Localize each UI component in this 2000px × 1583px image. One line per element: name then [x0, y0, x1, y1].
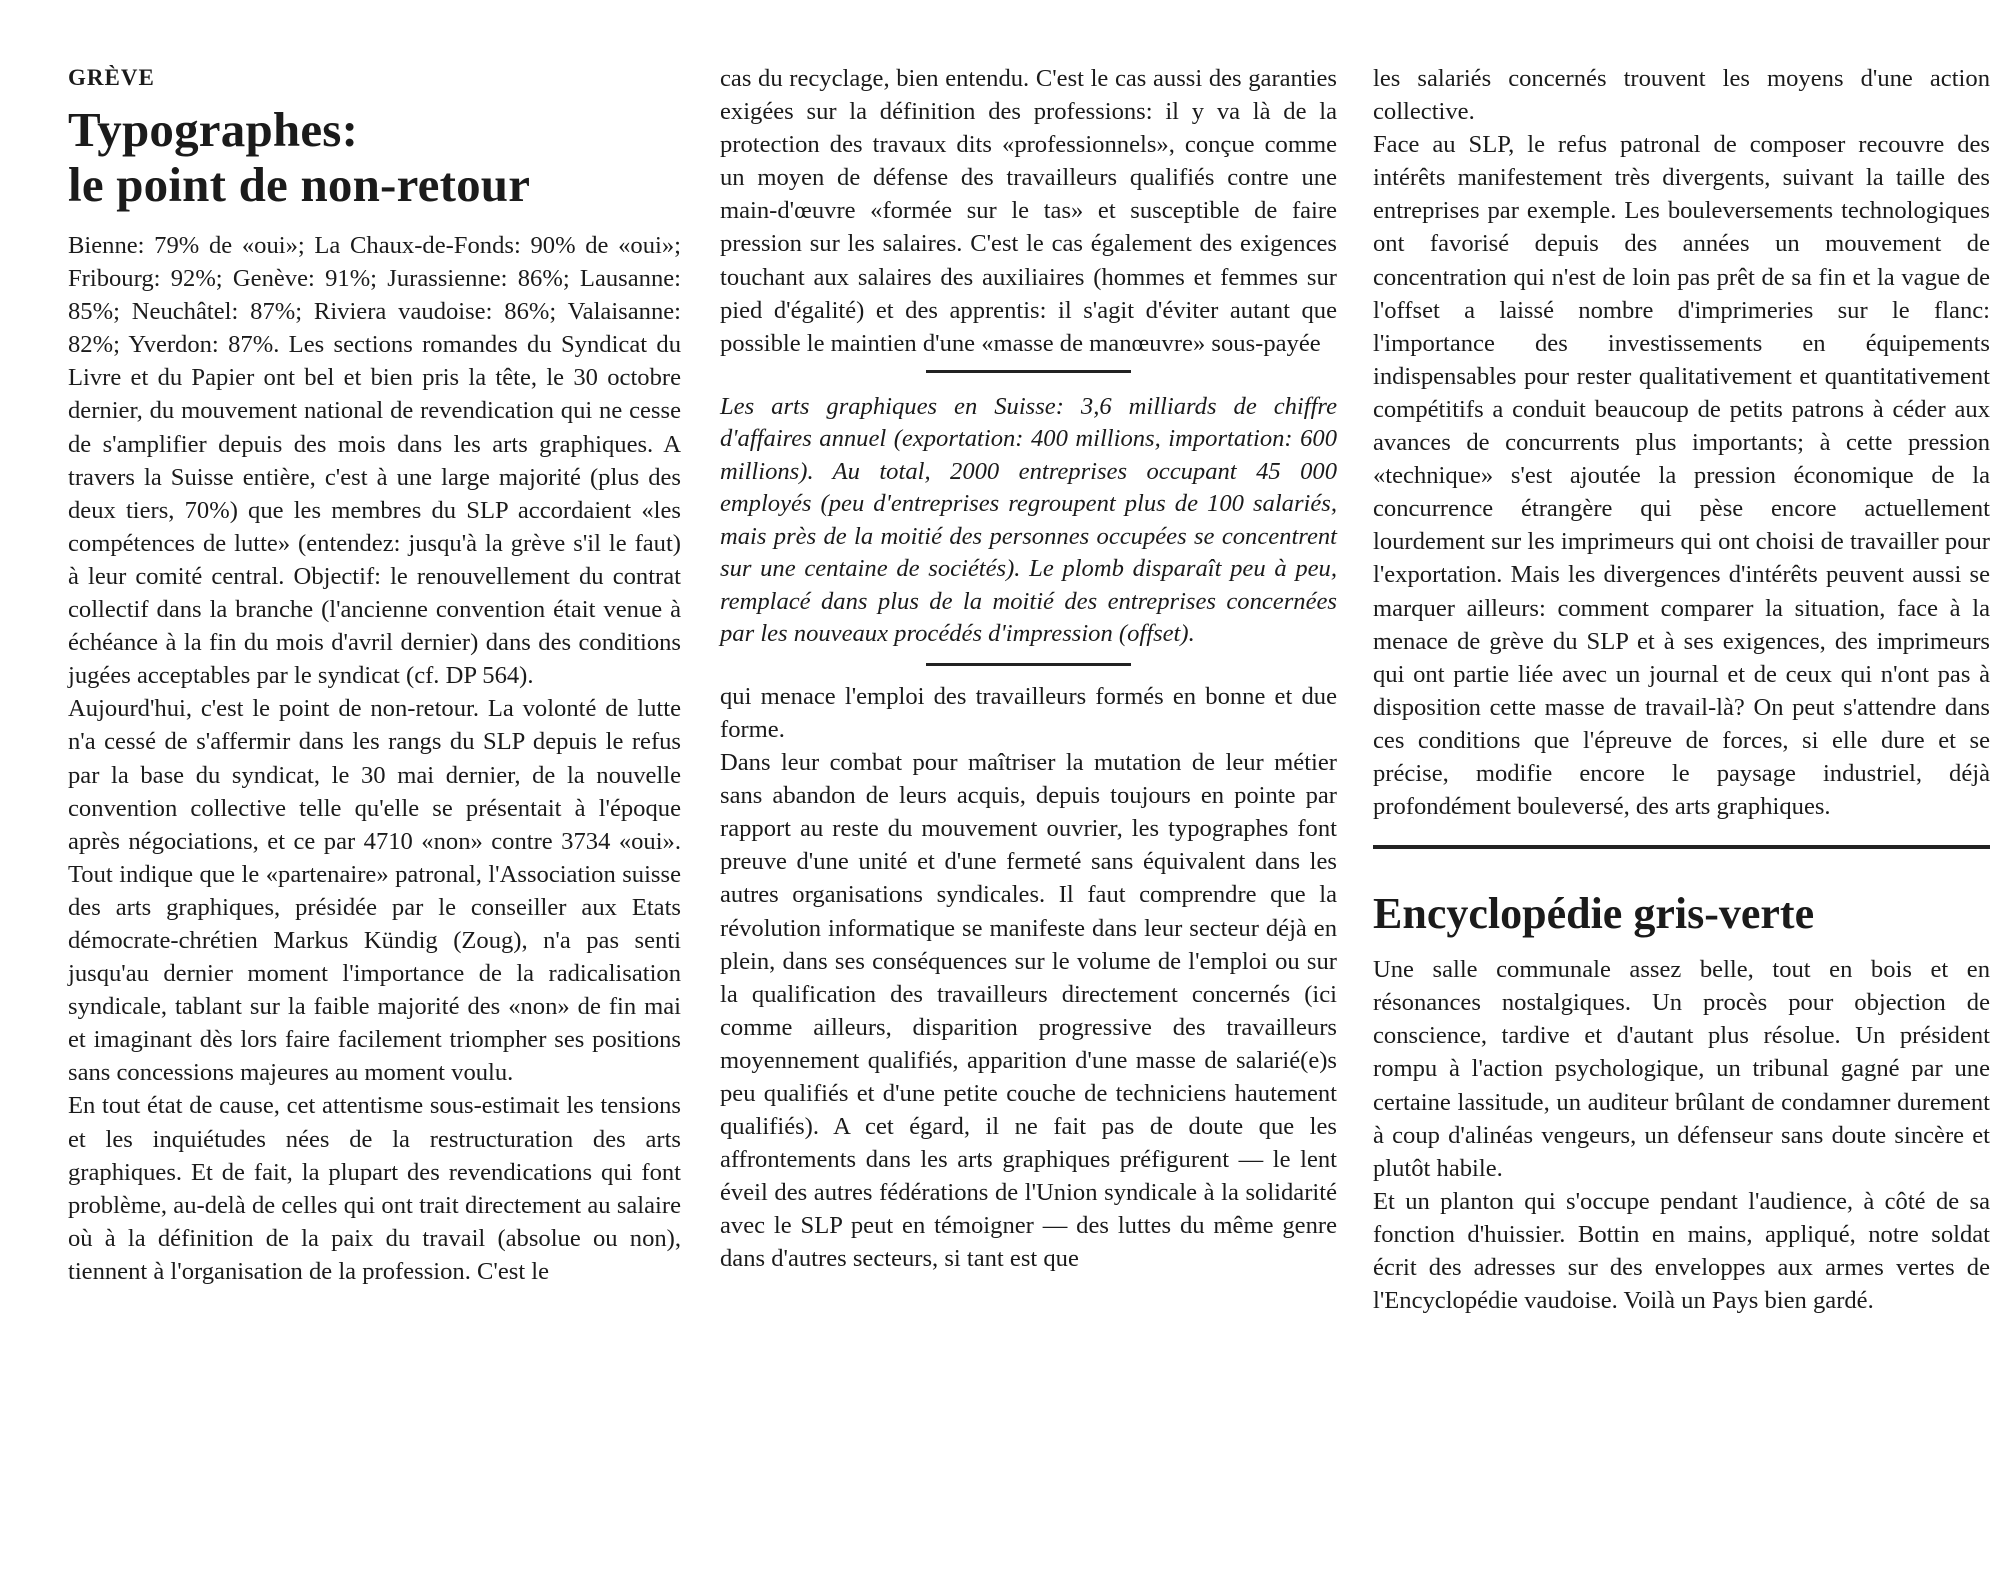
paragraph: Une salle communale assez belle, tout en bois et en résonances nostalgiques. Un procès pour objection de conscience, tardive et d'autant plus résolue. Un président rompu à l'action psychologique, un tribunal gagné par une certaine lassitude, un auditeur brûlant de condamner durement à coup d'alinéas vengeurs, un défenseur sans doute sincère et plutôt habile. — [1373, 956, 1990, 1182]
inset-divider-bottom — [926, 663, 1131, 666]
article-body-col2-top — [720, 62, 1337, 360]
paragraph: Face au SLP, le refus patronal de composer recouvre des intérêts manifestement très divergents, suivant la taille des entreprises par exemple. Les bouleversements technologiques ont favorisé depuis des années un mouvement de concentration qui n'est de loin pas prêt de sa fin et la vague de l'offset a laissé nombre d'imprimeries sur le flanc: l'importance des investissements en équipements indispensables pour rester qualitativement et quantitativement compétitifs a conduit beaucoup de petits patrons à céder aux avances de concurrents plus importants; à cette pression «technique» s'est ajoutée la pression économique de la concurrence étrangère qui pèse encore actuellement lourdement sur les imprimeurs qui ont choisi de travailler pour l'exportation. Mais les divergences d'intérêts peuvent aussi se marquer ailleurs: comment comparer la situation, face à la menace de grève du SLP et à ses exigences, des imprimeurs qui ont partie liée avec un journal et de ceux qui n'ont pas à disposition cette masse de travail-là? On peut s'attendre dans ces conditions que l'épreuve de forces, si elle dure et se précise, modifie encore le paysage industriel, déjà profondément bouleversé, des arts graphiques. — [1373, 131, 1990, 821]
paragraph: qui menace l'emploi des travailleurs formés en bonne et due forme. — [720, 682, 1337, 743]
article2-headline: Encyclopédie gris-verte — [1373, 889, 1815, 939]
paragraph: les salariés concernés trouvent les moyens d'une action collective. — [1373, 65, 1990, 126]
inset-divider-top — [926, 370, 1131, 373]
column-3 — [1373, 62, 1990, 1317]
paragraph: Dans leur combat pour maîtriser la mutation de leur métier sans abandon de leurs acquis, depuis toujours en pointe par rapport au reste du mouvement ouvrier, les typographes font preuve d'une unité et d'une fermeté sans équivalent dans les autres organisations syndicales. Il faut comprendre que la révolution informatique se manifeste dans leur secteur déjà en plein, dans ses conséquences sur le volume de l'emploi ou sur la qualification des travailleurs directement concernés (ici comme ailleurs, disparition progressive des travailleurs moyennement qualifiés, apparition d'une masse de salarié(e)s peu qualifiés et d'une petite couche de techniciens hautement qualifiés). A cet égard, il ne fait pas de doute que les affrontements dans les arts graphiques préfigurent — le lent éveil des autres fédérations de l'Union syndicale à la solidarité avec le SLP peut en témoigner — des luttes du même genre dans d'autres secteurs, si tant est que — [720, 749, 1337, 1273]
article-body-col2-bottom — [720, 680, 1337, 1276]
article-body-col1 — [68, 229, 681, 1288]
headline-line-2: le point de non-retour — [68, 157, 531, 212]
article-headline — [68, 102, 681, 212]
paragraph: cas du recyclage, bien entendu. C'est le cas aussi des garanties exigées sur la définition des professions: il y va là de la protection des travaux dits «professionnels», conçue comme un moyen de défense des travailleurs qualifiés contre une main-d'œuvre «formée sur le tas» et susceptible de faire pression sur les salaires. C'est le cas également des exigences touchant aux salaires des auxiliaires (hommes et femmes sur pied d'égalité) et des apprentis: il s'agit d'éviter autant que possible le maintien d'une «masse de manœuvre» sous-payée — [720, 65, 1337, 357]
column-2 — [720, 62, 1337, 1276]
paragraph: Et un planton qui s'occupe pendant l'audience, à côté de sa fonction d'huissier. Bottin en mains, appliqué, notre soldat écrit des adresses sur des enveloppes aux armes vertes de l'Encyclopédie vaudoise. Voilà un Pays bien gardé. — [1373, 1187, 1990, 1315]
paragraph: Aujourd'hui, c'est le point de non-retour. La volonté de lutte n'a cessé de s'affermir dans les rangs du SLP depuis le refus par la base du syndicat, le 30 mai dernier, de la nouvelle convention collective telle qu'elle se présentait à l'époque après négociations, et ce par 4710 «non» contre 3734 «oui». Tout indique que le «partenaire» patronal, l'Association suisse des arts graphiques, présidée par le conseiller aux Etats démocrate-chrétien Markus Kündig (Zoug), n'a pas senti jusqu'au dernier moment l'importance de la radicalisation syndicale, tablant sur la faible majorité des «non» de fin mai et imaginant dès lors faire facilement triompher ses positions sans concessions majeures au moment voulu. — [68, 695, 681, 1087]
article-body-col3 — [1373, 62, 1990, 823]
article2-body — [1373, 953, 1990, 1317]
headline-line-1: Typographes: — [68, 102, 359, 157]
paragraph: En tout état de cause, cet attentisme sous-estimait les tensions et les inquiétudes nées de la restructuration des arts graphiques. Et de fait, la plupart des revendications qui font problème, au-delà de celles qui ont trait directement au salaire où à la définition de la paix du travail (absolue ou non), tiennent à l'organisation de la profession. C'est le — [68, 1092, 681, 1285]
article-kicker: GRÈVE — [68, 65, 155, 90]
paragraph: Bienne: 79% de «oui»; La Chaux-de-Fonds: 90% de «oui»; Fribourg: 92%; Genève: 91%; Jurassienne: 86%; Lausanne: 85%; Neuchâtel: 87%; Riviera vaudoise: 86%; Valaisanne: 82%; Yverdon: 87%. Les sections romandes du Syndicat du Livre et du Papier ont bel et bien pris la tête, le 30 octobre dernier, du mouvement national de revendication qui ne cesse de s'amplifier depuis des mois dans les arts graphiques. A travers la Suisse entière, c'est à une large majorité (plus des deux tiers, 70%) que les membres du SLP accordaient «les compétences de lutte» (entendez: jusqu'à la grève s'il le faut) à leur comité central. Objectif: le renouvellement du contrat collectif dans la branche (l'ancienne convention était venue à échéance à la fin du mois d'avril dernier) dans des conditions jugées acceptables par le syndicat (cf. DP 564). — [68, 232, 681, 690]
column-1 — [68, 62, 681, 1288]
article-separator — [1373, 845, 1990, 849]
inset-box: Les arts graphiques en Suisse: 3,6 milliards de chiffre d'affaires annuel (exportation: 400 millions, importation: 600 millions). Au total, 2000 entreprises occupant 45 000 employés (peu d'entreprises regroupent plus de 100 salariés, mais près de la moitié des personnes occupées se concentrent sur une centaine de sociétés). Le plomb disparaît peu à peu, remplacé dans plus de la moitié des entreprises concernées par les nouveaux procédés d'impression (offset). — [720, 392, 1337, 648]
